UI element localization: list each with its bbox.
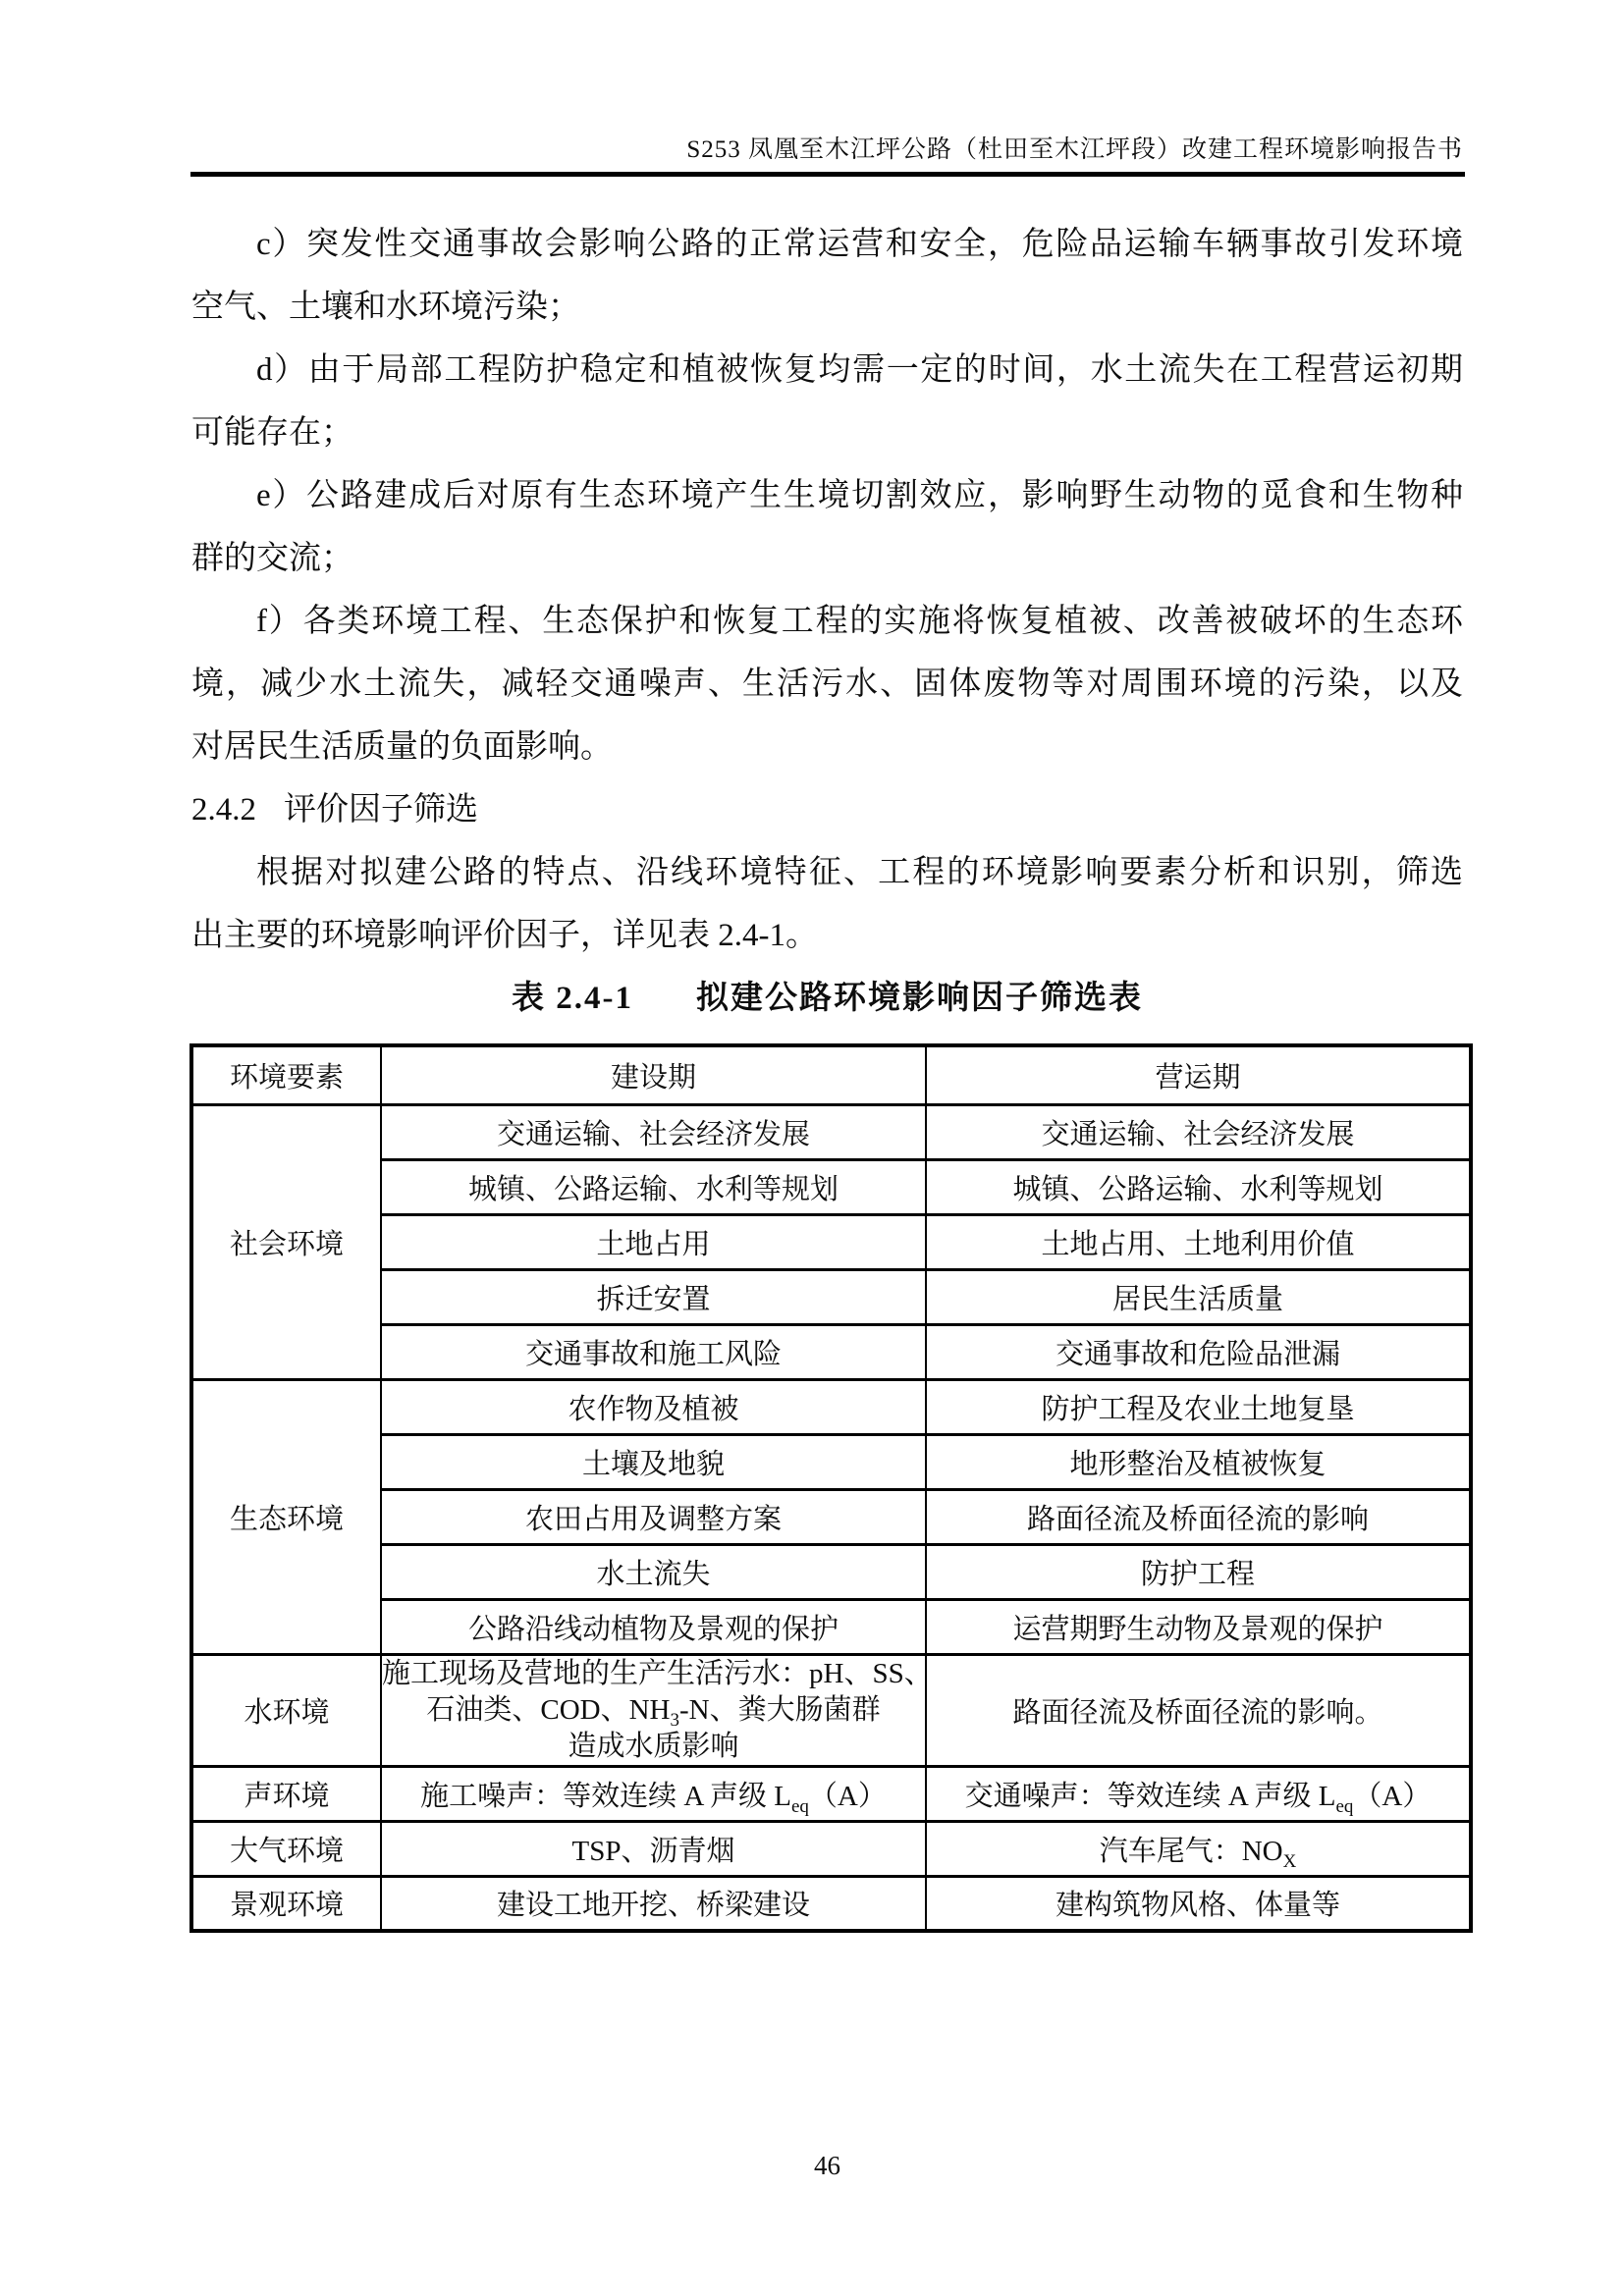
table-cell: 路面径流及桥面径流的影响。 [926,1654,1471,1766]
table-cell: 公路沿线动植物及景观的保护 [381,1599,926,1654]
factor-social: 社会环境 [191,1104,381,1379]
paragraph-e-line-2: 群的交流； [191,541,353,576]
table-row [191,1159,1471,1214]
table-row [191,1766,1471,1821]
water-build-line-2: 石油类、COD、$NH_3-N$、粪大肠菌群 [426,1693,881,1731]
section-number: 2.4.2 [191,792,256,828]
table-row [191,1654,1471,1766]
table-cell: TSP、沥青烟 [381,1821,926,1876]
table-cell: 土壤及地貌 [381,1434,926,1489]
table-cell: 交通事故和施工风险 [381,1324,926,1379]
factor-air: 大气环境 [191,1821,381,1876]
water-build-line-1: 施工现场及营地的生产生活污水：pH、SS、 [382,1657,933,1689]
table-row [191,1876,1471,1931]
water-build-line-3: 造成水质影响 [568,1730,739,1762]
table-cell: 土地占用 [381,1214,926,1269]
factor-water: 水环境 [191,1654,381,1766]
table-row [191,1104,1471,1159]
table-cell: 土地占用、土地利用价值 [926,1214,1471,1269]
table-cell: 汽车尾气：$NO_X$ [926,1821,1471,1876]
col-header-operation: 营运期 [926,1045,1471,1104]
table-cell: 城镇、公路运输、水利等规划 [926,1159,1471,1214]
col-header-construction: 建设期 [381,1045,926,1104]
table-cell: 地形整治及植被恢复 [926,1434,1471,1489]
table-cell: 运营期野生动物及景观的保护 [926,1599,1471,1654]
section-title: 评价因子筛选 [284,792,478,828]
table-cell: 施工噪声：等效连续 A 声级 $L_{eq}(A)$ [381,1766,926,1821]
table-header-row [191,1045,1471,1104]
factor-landscape: 景观环境 [191,1876,381,1931]
table-row [191,1599,1471,1654]
table-cell [381,1654,933,1766]
table-cell: 水土流失 [381,1544,926,1599]
section-heading [191,778,1463,841]
paragraph-f-line-2: 境，减少水土流失，减轻交通噪声、生活污水、固体废物等对周围环境的污染，以及 [191,667,1463,702]
paragraph-e-line-1: e）公路建成后对原有生态环境产生生境切割效应，影响野生动物的觅食和生物种 [256,478,1463,513]
table-cell: 拆迁安置 [381,1269,926,1324]
paragraph-d-line-2: 可能存在； [191,415,353,451]
table-cell: 农田占用及调整方案 [381,1489,926,1544]
page-number: 46 [814,2151,840,2180]
paragraph-f-line-1: f）各类环境工程、生态保护和恢复工程的实施将恢复植被、改善被破坏的生态环 [256,604,1463,639]
body-text [191,213,1463,1030]
table-row [191,1434,1471,1489]
factor-screening-table [189,1043,1473,1933]
table-row [191,1544,1471,1599]
table-cell: 交通运输、社会经济发展 [381,1104,926,1159]
factor-ecology: 生态环境 [191,1379,381,1654]
running-header: S253 凤凰至木江坪公路（杜田至木江坪段）改建工程环境影响报告书 [686,136,1463,163]
col-header-factor: 环境要素 [191,1045,381,1104]
table-cell: 建设工地开挖、桥梁建设 [381,1876,926,1931]
table-row [191,1269,1471,1324]
table-cell: 居民生活质量 [926,1269,1471,1324]
table-cell: 防护工程及农业土地复垦 [926,1379,1471,1434]
paragraph-c-line-2: 空气、土壤和水环境污染； [191,290,580,325]
table-cell: 路面径流及桥面径流的影响 [926,1489,1471,1544]
table-cell: 交通事故和危险品泄漏 [926,1324,1471,1379]
table-caption-label: 表 2.4-1 [512,981,633,1016]
table-cell: 城镇、公路运输、水利等规划 [381,1159,926,1214]
table-row [191,1821,1471,1876]
table-cell: 交通噪声：等效连续 A 声级 $L_{eq}(A)$ [926,1766,1471,1821]
table-cell: 交通运输、社会经济发展 [926,1104,1471,1159]
paragraph-d-line-1: d）由于局部工程防护稳定和植被恢复均需一定的时间，水土流失在工程营运初期 [256,352,1463,388]
table-cell: 防护工程 [926,1544,1471,1599]
paragraph-intro-line-2: 出主要的环境影响评价因子，详见表 2.4-1。 [191,918,818,953]
table-row [191,1489,1471,1544]
table-caption [191,967,1463,1030]
header-rule [190,172,1465,177]
factor-sound: 声环境 [191,1766,381,1821]
table-cell: 农作物及植被 [381,1379,926,1434]
table-row [191,1214,1471,1269]
table-cell: 建构筑物风格、体量等 [926,1876,1471,1931]
paragraph-c-line-1: c）突发性交通事故会影响公路的正常运营和安全，危险品运输车辆事故引发环境 [256,227,1463,262]
paragraph-f-line-3: 对居民生活质量的负面影响。 [191,729,613,765]
table-row [191,1379,1471,1434]
table-row [191,1324,1471,1379]
paragraph-intro-line-1: 根据对拟建公路的特点、沿线环境特征、工程的环境影响要素分析和识别，筛选 [256,855,1463,890]
table-caption-text: 拟建公路环境影响因子筛选表 [696,981,1143,1016]
